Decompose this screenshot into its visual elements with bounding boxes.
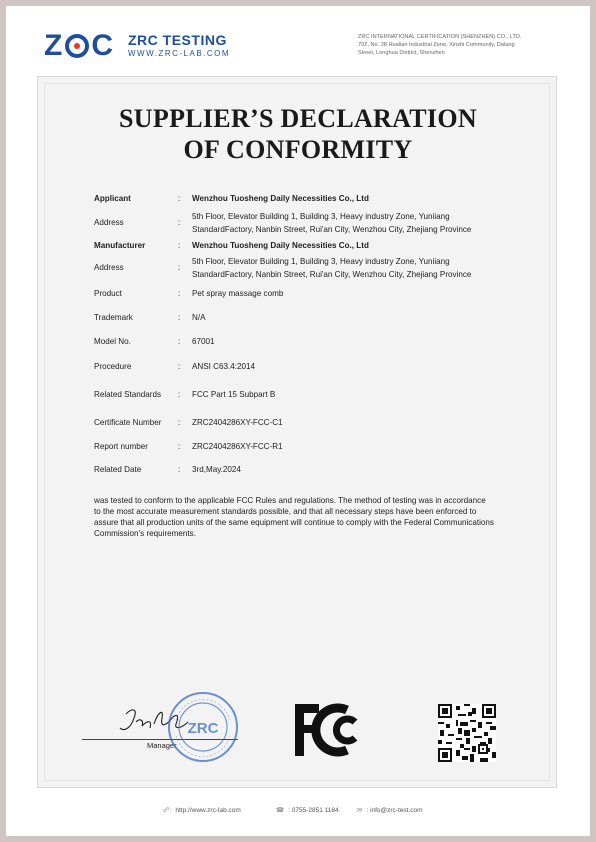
field-label-model: Model No. xyxy=(94,337,131,346)
field-value-related-date: 3rd,May.2024 xyxy=(192,465,241,474)
seal-text: ZRC xyxy=(187,720,219,737)
field-label-procedure: Procedure xyxy=(94,362,132,371)
phone-icon: ☎ xyxy=(276,807,285,814)
field-label-related-standards: Related Standards xyxy=(94,390,162,399)
logo-ring-icon xyxy=(65,34,89,58)
certificate-frame xyxy=(37,76,557,788)
logo-mark: Z C xyxy=(44,29,114,62)
field-colon: : xyxy=(178,194,181,203)
field-colon: : xyxy=(178,263,181,272)
field-value-manufacturer: Wenzhou Tuosheng Daily Necessities Co., Ltd xyxy=(192,241,369,250)
footer-email-text: : info@zrc-test.com xyxy=(366,807,423,814)
footer-phone xyxy=(276,806,339,814)
field-colon: : xyxy=(178,289,181,298)
field-label-certificate-number: Certificate Number xyxy=(94,418,162,427)
field-colon: : xyxy=(178,218,181,227)
field-value-model: 67001 xyxy=(192,337,215,346)
field-value-address-line2: StandardFactory, Nanbin Street, Rui'an City, Wenzhou City, Zhejiang Province xyxy=(192,270,472,279)
field-value-address-line1: 5th Floor, Elevator Building 1, Building 3, Heavy industry Zone, Yuniiang xyxy=(192,257,450,266)
field-label-address: Address xyxy=(94,218,124,227)
field-value-applicant: Wenzhou Tuosheng Daily Necessities Co., Ltd xyxy=(192,194,369,203)
field-value-certificate-number: ZRC2404286XY-FCC-C1 xyxy=(192,418,283,427)
field-label-applicant: Applicant xyxy=(94,194,131,203)
footer-email xyxy=(357,806,423,814)
field-label-report-number: Report number xyxy=(94,442,148,451)
field-colon: : xyxy=(178,390,181,399)
field-colon: : xyxy=(178,337,181,346)
field-value-related-standards: FCC Part 15 Subpart B xyxy=(192,390,276,399)
field-label-manufacturer: Manufacturer xyxy=(94,241,146,250)
fcc-logo xyxy=(293,702,363,758)
footer-web xyxy=(163,806,241,814)
field-colon: : xyxy=(178,465,181,474)
page-title-line2: OF CONFORMITY xyxy=(183,135,413,164)
field-label-product: Product xyxy=(94,289,122,298)
field-value-address-line1: 5th Floor, Elevator Building 1, Building 3, Heavy industry Zone, Yuniiang xyxy=(192,212,450,221)
company-line: ZRC INTERNATIONAL CERTIFICATION (SHENZHEN) CO., LTD. xyxy=(358,34,522,40)
field-label-related-date: Related Date xyxy=(94,465,142,474)
field-label-trademark: Trademark xyxy=(94,313,133,322)
field-colon: : xyxy=(178,241,181,250)
company-address xyxy=(358,33,558,57)
field-value-report-number: ZRC2404286XY-FCC-R1 xyxy=(192,442,283,451)
company-line: Street, Longhua District, Shenzhen xyxy=(358,50,445,56)
field-value-address-line2: StandardFactory, Nanbin Street, Rui'an City, Wenzhou City, Zhejiang Province xyxy=(192,225,472,234)
field-label-address: Address xyxy=(94,263,124,272)
globe-icon: ☍: xyxy=(163,807,172,814)
footer-web-text: http://www.zrc-lab.com xyxy=(175,807,241,814)
field-colon: : xyxy=(178,442,181,451)
field-colon: : xyxy=(178,362,181,371)
field-colon: : xyxy=(178,418,181,427)
company-line: 702, No. 28 Hualian Industrial Zone, Xinshi Community, Dalang xyxy=(358,42,515,48)
field-value-product: Pet spray massage comb xyxy=(192,289,284,298)
signature-title: Manager xyxy=(147,741,177,750)
qr-code xyxy=(438,704,496,762)
field-value-procedure: ANSI C63.4:2014 xyxy=(192,362,255,371)
field-colon: : xyxy=(178,313,181,322)
field-value-trademark: N/A xyxy=(192,313,206,322)
company-seal xyxy=(166,690,240,764)
logo-name: ZRC TESTING xyxy=(128,32,227,48)
mail-icon: ✉ xyxy=(357,807,363,814)
page-title-line1: SUPPLIER’S DECLARATION xyxy=(119,104,477,133)
footer-phone-text: : 0755-2851 1184 xyxy=(288,807,339,814)
conformity-statement: was tested to conform to the applicable FCC Rules and regulations. The method of testing was in accordance to the most accurate measurement standards possible, and that all necessary steps have been enforced to assure that all production units of the same equipment will continue to comply with the Federal Communications Commission’s requirements. xyxy=(94,496,494,538)
zrc-logo xyxy=(44,29,234,63)
logo-url: WWW.ZRC-LAB.COM xyxy=(128,49,231,58)
